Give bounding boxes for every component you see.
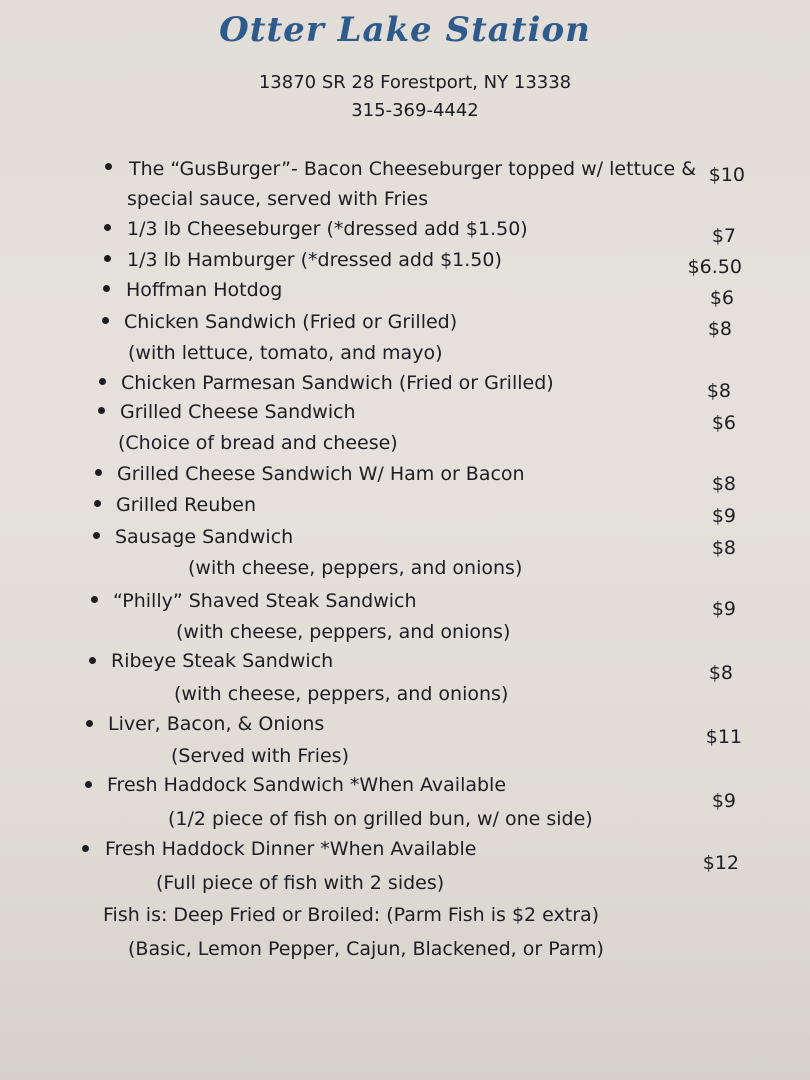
menu-item-price: $9 (711, 505, 736, 527)
menu-item-price: $9 (711, 598, 736, 620)
bullet-icon (105, 163, 112, 170)
bullet-icon (102, 317, 109, 324)
menu-item-price: $6.50 (687, 256, 742, 278)
menu-item-name: Hoffman Hotdog (126, 279, 283, 301)
menu-item-description: (Served with Fries) (171, 745, 349, 767)
menu-item-price: $9 (711, 790, 736, 812)
menu-item-description: (with cheese, peppers, and onions) (174, 683, 509, 705)
menu-item-description: (Choice of bread and cheese) (118, 432, 398, 454)
fish-note: Fish is: Deep Fried or Broiled: (Parm Fish is $2 extra) (103, 904, 600, 926)
menu-item-name: The “GusBurger”- Bacon Cheeseburger topped w/ lettuce & (129, 158, 697, 180)
menu-item-description: (with cheese, peppers, and onions) (176, 621, 511, 643)
menu-item-name: Grilled Reuben (116, 494, 257, 516)
menu-item-name: Liver, Bacon, & Onions (108, 713, 325, 735)
bullet-icon (104, 255, 111, 262)
menu-item-name: 1/3 lb Hamburger (*dressed add $1.50) (127, 249, 502, 271)
menu-item-name: Ribeye Steak Sandwich (111, 650, 334, 672)
fish-options-note: (Basic, Lemon Pepper, Cajun, Blackened, or Parm) (128, 938, 604, 960)
bullet-icon (99, 378, 106, 385)
menu-item-name: Grilled Cheese Sandwich W/ Ham or Bacon (117, 463, 525, 485)
bullet-icon (91, 596, 98, 603)
menu-item-price: $11 (705, 726, 742, 748)
menu-item-description: (with lettuce, tomato, and mayo) (128, 342, 443, 364)
menu-item-price: $8 (707, 318, 732, 340)
menu-item-name: Chicken Parmesan Sandwich (Fried or Grilled) (121, 372, 554, 394)
bullet-icon (85, 781, 92, 788)
menu-item-price: $12 (702, 852, 739, 874)
menu-item-name: Fresh Haddock Sandwich *When Available (107, 774, 507, 796)
menu-item-name: Grilled Cheese Sandwich (120, 401, 356, 423)
restaurant-phone: 315-369-4442 (351, 100, 479, 121)
menu-item-description: (with cheese, peppers, and onions) (188, 557, 523, 579)
menu-item-price: $8 (711, 537, 736, 559)
bullet-icon (82, 845, 89, 852)
menu-item-description: (1/2 piece of fish on grilled bun, w/ one side) (168, 808, 593, 830)
bullet-icon (98, 407, 105, 414)
bullet-icon (94, 500, 101, 507)
menu-item-price: $7 (711, 225, 736, 247)
menu-item-name: Chicken Sandwich (Fried or Grilled) (124, 311, 458, 333)
menu-item-name: Sausage Sandwich (115, 526, 294, 548)
menu-item-price: $8 (711, 473, 736, 495)
bullet-icon (89, 657, 96, 664)
menu-item-price: $10 (708, 164, 745, 186)
menu-item-description: special sauce, served with Fries (127, 188, 429, 210)
restaurant-title: Otter Lake Station (219, 10, 591, 50)
bullet-icon (103, 285, 110, 292)
menu-item-name: 1/3 lb Cheeseburger (*dressed add $1.50) (127, 218, 528, 240)
bullet-icon (104, 224, 111, 231)
bullet-icon (93, 532, 100, 539)
menu-item-price: $6 (711, 412, 736, 434)
menu-item-name: “Philly” Shaved Steak Sandwich (113, 590, 417, 612)
restaurant-address: 13870 SR 28 Forestport, NY 13338 (258, 72, 572, 93)
menu-item-description: (Full piece of fish with 2 sides) (156, 872, 445, 894)
menu-item-price: $8 (708, 662, 733, 684)
menu-item-name: Fresh Haddock Dinner *When Available (105, 838, 477, 860)
menu-item-price: $8 (706, 380, 731, 402)
bullet-icon (86, 720, 93, 727)
bullet-icon (95, 469, 102, 476)
menu-item-price: $6 (709, 287, 734, 309)
